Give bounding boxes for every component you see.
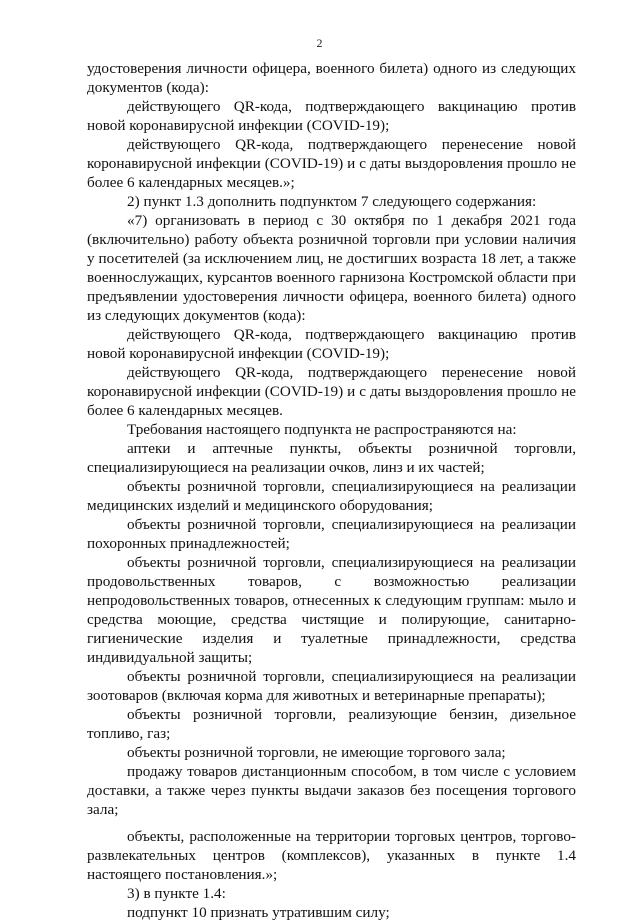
text-line: коронавирусной инфекции (COVID-19) и с даты выздоровления прошло не: [87, 383, 576, 400]
text-line: коронавирусной инфекции (COVID-19) и с даты выздоровления прошло не: [87, 155, 576, 172]
text-line: развлекательных центров (комплексов), указанных в пункте 1.4: [87, 847, 576, 864]
text-line: более 6 календарных месяцев.»;: [87, 174, 295, 191]
text-line: объекты розничной торговли, специализирующиеся на реализации: [127, 668, 576, 685]
page-number: 2: [316, 36, 323, 50]
text-line: «7) организовать в период с 30 октября по 1 декабря 2021 года: [127, 212, 576, 229]
text-line: новой коронавирусной инфекции (COVID-19);: [87, 345, 390, 362]
text-line: из следующих документов (кода):: [87, 307, 306, 324]
text-line: военнослужащих, курсантов военного гарнизона Костромской области при: [87, 269, 576, 286]
text-line: объекты розничной торговли, не имеющие торгового зала;: [127, 744, 506, 761]
text-line: продовольственных товаров, с возможностью реализации: [87, 573, 576, 590]
text-line: медицинских изделий и медицинского оборудования;: [87, 497, 433, 514]
text-line: настоящего постановления.»;: [87, 866, 278, 883]
text-line: действующего QR-кода, подтверждающего вакцинацию против: [127, 98, 576, 115]
text-line: продажу товаров дистанционным способом, в том числе с условием: [127, 763, 576, 780]
text-line: доставки, а также через пункты выдачи заказов без посещения торгового: [87, 782, 576, 799]
text-line: объекты, расположенные на территории торговых центров, торгово-: [127, 828, 576, 845]
text-line: действующего QR-кода, подтверждающего перенесение новой: [127, 136, 576, 153]
text-line: объекты розничной торговли, специализирующиеся на реализации: [127, 516, 576, 533]
text-line: топливо, газ;: [87, 725, 171, 742]
text-line: аптеки и аптечные пункты, объекты розничной торговли,: [127, 440, 576, 457]
text-line: 3) в пункте 1.4:: [127, 885, 226, 902]
text-line: действующего QR-кода, подтверждающего перенесение новой: [127, 364, 576, 381]
text-line: документов (кода):: [87, 79, 209, 96]
text-line: удостоверения личности офицера, военного билета) одного из следующих: [87, 60, 576, 77]
text-line: 2) пункт 1.3 дополнить подпунктом 7 следующего содержания:: [127, 193, 537, 210]
text-line: у посетителей (за исключением лиц, не достигших возраста 18 лет, а также: [87, 250, 576, 267]
text-line: Требования настоящего подпункта не распространяются на:: [127, 421, 517, 438]
text-line: объекты розничной торговли, реализующие бензин, дизельное: [127, 706, 576, 723]
text-line: похоронных принадлежностей;: [87, 535, 290, 552]
text-line: средства моющие, средства чистящие и полирующие, санитарно-: [87, 611, 576, 628]
text-line: индивидуальной защиты;: [87, 649, 253, 666]
text-line: предъявлении удостоверения личности офицера, военного билета) одного: [87, 288, 576, 305]
text-line: новой коронавирусной инфекции (COVID-19);: [87, 117, 390, 134]
text-line: объекты розничной торговли, специализирующиеся на реализации: [127, 478, 576, 495]
text-line: объекты розничной торговли, специализирующиеся на реализации: [127, 554, 576, 571]
text-line: зоотоваров (включая корма для животных и ветеринарные препараты);: [87, 687, 546, 704]
document-body: [87, 59, 576, 922]
text-line: зала;: [87, 801, 119, 818]
text-line: подпункт 10 признать утратившим силу;: [127, 904, 390, 921]
text-line: действующего QR-кода, подтверждающего вакцинацию против: [127, 326, 576, 343]
text-line: (включительно) работу объекта розничной торговли при условии наличия: [87, 231, 576, 248]
text-line: специализирующиеся на реализации очков, линз и их частей;: [87, 459, 485, 476]
text-line: [87, 819, 576, 827]
text-line: непродовольственных товаров, отнесенных к следующим группам: мыло и: [87, 592, 576, 609]
text-line: более 6 календарных месяцев.: [87, 402, 283, 419]
text-line: гигиенические изделия и туалетные принадлежности, средства: [87, 630, 576, 647]
